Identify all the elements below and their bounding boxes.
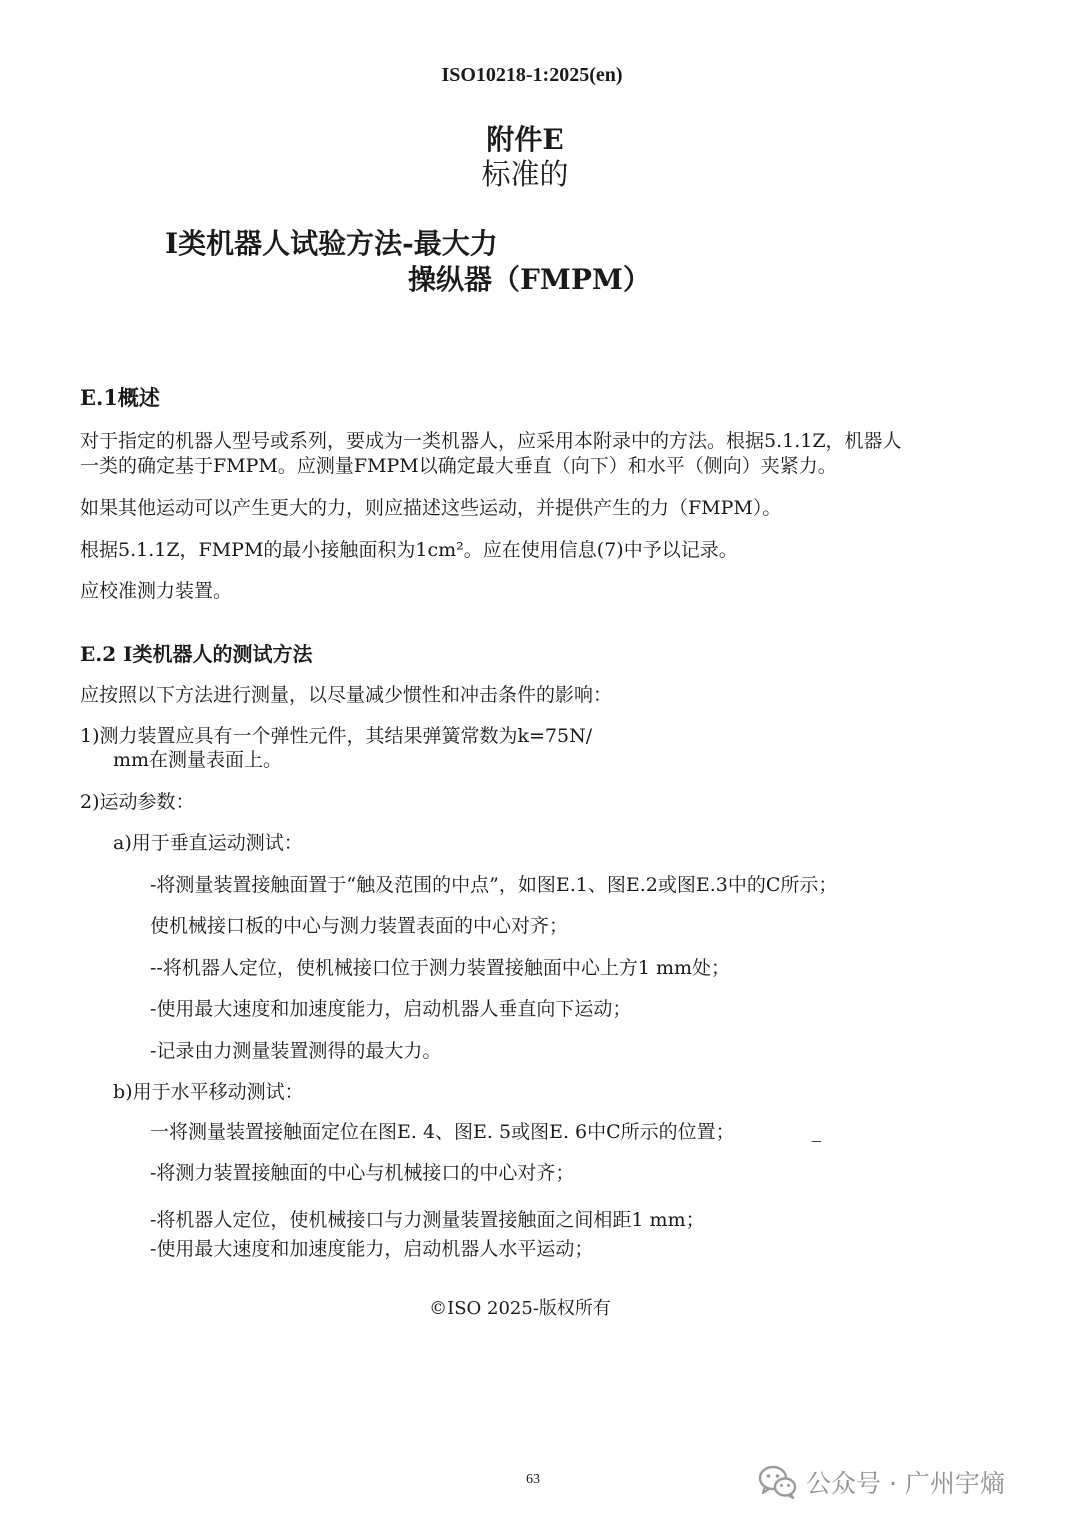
- e2-item-2: 2)运动参数：: [80, 791, 195, 813]
- sub-a-step: -将测量装置接触面置于“触及范围的中点”，如图E.1、图E.2或图E.3中的C所示；: [150, 874, 838, 896]
- section-e2-heading: E.2 I类机器人的测试方法: [80, 642, 313, 666]
- stray-mark: _: [812, 1126, 821, 1143]
- section-e1-heading: E.1概述: [80, 385, 160, 410]
- sub-a-step: -使用最大速度和加速度能力，启动机器人垂直向下运动；: [150, 998, 632, 1020]
- annex-type: 标准的: [481, 157, 569, 191]
- e1-paragraph-2: 如果其他运动可以产生更大的力，则应描述这些运动，并提供产生的力（FMPM）。: [80, 497, 782, 519]
- sub-a-step: 使机械接口板的中心与测力装置表面的中心对齐；: [150, 915, 569, 937]
- annex-title-line2: 操纵器（FMPM）: [408, 263, 651, 296]
- sub-a-heading: a)用于垂直运动测试：: [113, 832, 303, 854]
- watermark-text: 公众号 · 广州宇熵: [806, 1469, 1005, 1498]
- sub-a-step: --将机器人定位，使机械接口位于测力装置接触面中心上方1 mm处；: [150, 957, 731, 979]
- e1-paragraph-1-line-2: 一类的确定基于FMPM。应测量FMPM以确定最大垂直（向下）和水平（侧向）夹紧力。: [80, 455, 837, 477]
- sub-b-step: 一将测量装置接触面定位在图E. 4、图E. 5或图E. 6中C所示的位置；: [150, 1121, 735, 1143]
- document-id: ISO10218-1:2025(en): [441, 64, 623, 86]
- footer-copyright: ©ISO 2025-版权所有: [429, 1298, 611, 1319]
- wechat-icon: [758, 1464, 798, 1500]
- watermark: [758, 1462, 1005, 1502]
- e2-item-1-line-2: mm在测量表面上。: [113, 749, 283, 771]
- e2-intro: 应按照以下方法进行测量，以尽量减少惯性和冲击条件的影响：: [80, 684, 613, 706]
- sub-b-step: -使用最大速度和加速度能力，启动机器人水平运动；: [150, 1238, 594, 1260]
- sub-b-step: -将机器人定位，使机械接口与力测量装置接触面之间相距1 mm；: [150, 1209, 705, 1231]
- annex-label: 附件E: [486, 123, 564, 156]
- annex-title-line1: I类机器人试验方法-最大力: [165, 227, 498, 260]
- sub-a-step: -记录由力测量装置测得的最大力。: [150, 1040, 442, 1062]
- sub-b-step: -将测力装置接触面的中心与机械接口的中心对齐；: [150, 1162, 575, 1184]
- e1-paragraph-3: 根据5.1.1Z，FMPM的最小接触面积为1cm²。应在使用信息(7)中予以记录。: [80, 539, 738, 561]
- e1-paragraph-1-line-1: 对于指定的机器人型号或系列，要成为一类机器人，应采用本附录中的方法。根据5.1.1Z，机器人: [80, 430, 902, 452]
- e2-item-1-line-1: 1)测力装置应具有一个弹性元件，其结果弹簧常数为k=75N/: [80, 725, 593, 747]
- sub-b-heading: b)用于水平移动测试：: [113, 1081, 304, 1103]
- e1-paragraph-4: 应校准测力装置。: [80, 580, 233, 602]
- page-number: 63: [526, 1472, 540, 1487]
